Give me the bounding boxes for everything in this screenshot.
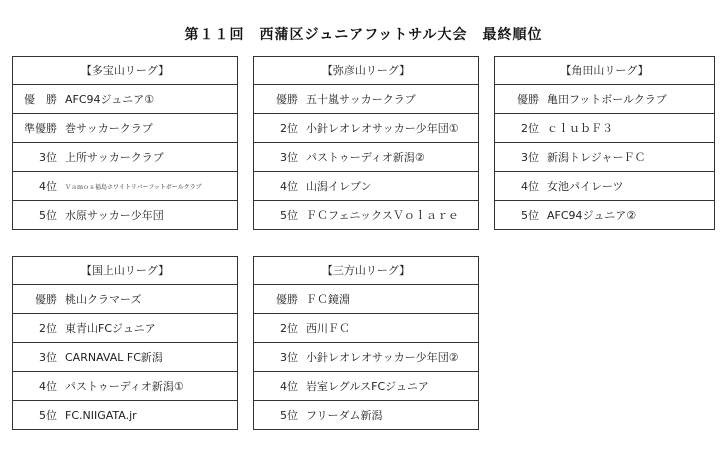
- standing-row: [254, 343, 478, 372]
- standing-row: [254, 143, 478, 172]
- team-name: 桃山クラマーズ: [65, 293, 142, 306]
- rank-label: 4位: [521, 180, 539, 193]
- league-name: 【国上山リーグ】: [13, 257, 237, 285]
- rank-label: 2位: [280, 122, 298, 135]
- standing-row: [495, 143, 714, 172]
- team-name: 新潟トレジャーＦＣ: [547, 151, 646, 164]
- rank-label: 2位: [280, 322, 298, 335]
- rank-label: 3位: [39, 151, 57, 164]
- rank-label: 優 勝: [24, 93, 57, 106]
- team-name: AFC94ジュニア①: [65, 93, 155, 106]
- team-name: Ｖａｍｏｓ福島ホワイトリバーフットボールクラブ: [65, 183, 202, 191]
- standing-row: [254, 201, 478, 229]
- team-name: 亀田フットボールクラブ: [547, 93, 667, 106]
- rank-label: 3位: [280, 351, 298, 364]
- rank-label: 3位: [280, 151, 298, 164]
- rank-label: 5位: [39, 209, 57, 222]
- team-name: ＦＣ鏡淵: [306, 293, 350, 306]
- rank-label: 4位: [280, 180, 298, 193]
- rank-label: 優勝: [517, 93, 539, 106]
- team-name: 五十嵐サッカークラブ: [306, 93, 416, 106]
- team-name: 小針レオレオサッカー少年団①: [306, 122, 459, 135]
- standing-row: [254, 314, 478, 343]
- team-name: パストゥーディオ新潟①: [65, 380, 184, 393]
- team-name: 西川ＦＣ: [306, 322, 350, 335]
- league-name: 【多宝山リーグ】: [13, 57, 237, 85]
- team-name: ｃｌｕｂＦ３: [547, 122, 613, 135]
- rank-label: 準優勝: [24, 122, 57, 135]
- standing-row: [254, 85, 478, 114]
- rank-label: 2位: [39, 322, 57, 335]
- league-table-kakuta: [494, 56, 715, 230]
- standing-row: [13, 343, 237, 372]
- team-name: 巻サッカークラブ: [65, 122, 153, 135]
- rank-label: 5位: [280, 409, 298, 422]
- standing-row: [254, 172, 478, 201]
- rank-label: 5位: [39, 409, 57, 422]
- team-name: 女池パイレーツ: [547, 180, 624, 193]
- rank-label: 4位: [39, 380, 57, 393]
- team-name: 岩室レグルスFCジュニア: [306, 380, 429, 393]
- standing-row: [13, 143, 237, 172]
- league-table-kunigami: [12, 256, 238, 430]
- team-name: 水原サッカー少年団: [65, 209, 164, 222]
- standing-row: [495, 201, 714, 229]
- team-name: 東青山FCジュニア: [65, 322, 156, 335]
- standing-row: [254, 285, 478, 314]
- rank-label: 4位: [280, 380, 298, 393]
- team-name: ＦＣフェニックスＶｏｌａｒｅ: [306, 209, 459, 222]
- rank-label: 2位: [521, 122, 539, 135]
- team-name: 上所サッカークラブ: [65, 151, 164, 164]
- standing-row: [13, 85, 237, 114]
- standing-row: [495, 114, 714, 143]
- standing-row: [254, 372, 478, 401]
- team-name: AFC94ジュニア②: [547, 209, 637, 222]
- league-table-tahoyama: [12, 56, 238, 230]
- rank-label: 3位: [39, 351, 57, 364]
- standing-row: [13, 401, 237, 429]
- standing-row: [13, 114, 237, 143]
- rank-label: 4位: [39, 180, 57, 193]
- league-name: 【三方山リーグ】: [254, 257, 478, 285]
- team-name: パストゥーディオ新潟②: [306, 151, 425, 164]
- rank-label: 5位: [521, 209, 539, 222]
- team-name: 山潟イレブン: [306, 180, 372, 193]
- rank-label: 5位: [280, 209, 298, 222]
- standing-row: [13, 285, 237, 314]
- league-name: 【角田山リーグ】: [495, 57, 714, 85]
- standing-row: [13, 172, 237, 201]
- league-table-yahiko: [253, 56, 479, 230]
- page-title: 第１１回 西蒲区ジュニアフットサル大会 最終順位: [184, 27, 543, 43]
- team-name: CARNAVAL FC新潟: [65, 351, 163, 364]
- league-table-mikata: [253, 256, 479, 430]
- team-name: フリーダム新潟: [306, 409, 383, 422]
- standing-row: [13, 314, 237, 343]
- rank-label: 優勝: [276, 293, 298, 306]
- rank-label: 優勝: [276, 93, 298, 106]
- standing-row: [254, 114, 478, 143]
- standing-row: [495, 172, 714, 201]
- standing-row: [13, 372, 237, 401]
- standing-row: [495, 85, 714, 114]
- standing-row: [13, 201, 237, 229]
- standing-row: [254, 401, 478, 429]
- rank-label: 優勝: [35, 293, 57, 306]
- team-name: 小針レオレオサッカー少年団②: [306, 351, 459, 364]
- team-name: FC.NIIGATA.jr: [65, 408, 137, 422]
- rank-label: 3位: [521, 151, 539, 164]
- league-name: 【弥彦山リーグ】: [254, 57, 478, 85]
